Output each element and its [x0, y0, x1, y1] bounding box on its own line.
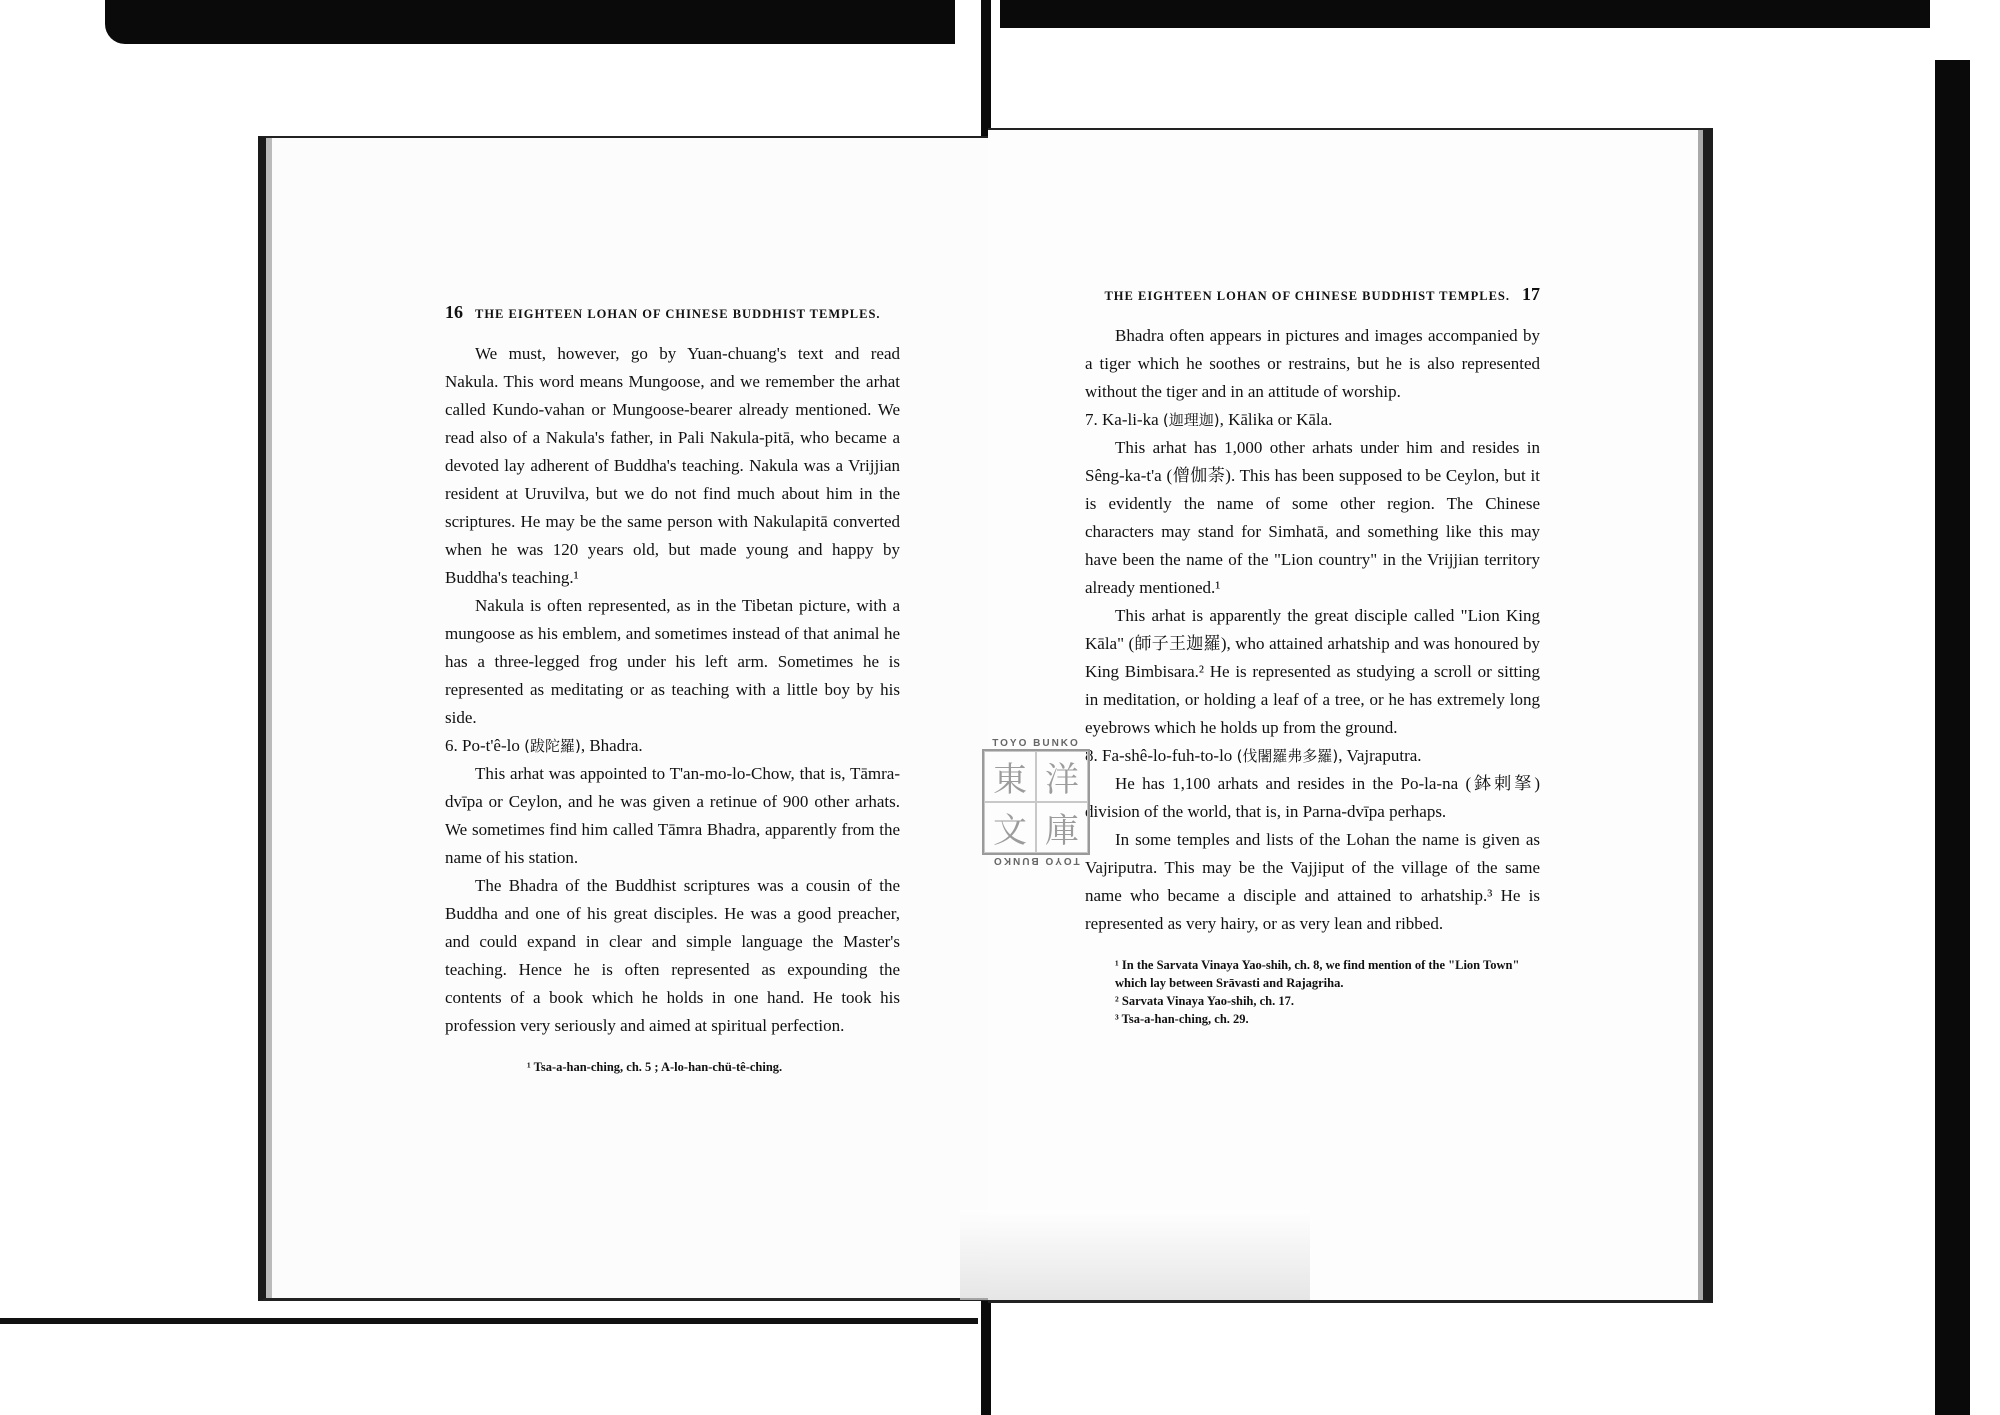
right-page [1085, 280, 1540, 1028]
section-8-title: 8. Fa-shê-lo-fuh-to-lo [1085, 746, 1233, 765]
left-footnote-1: ¹ Tsa-a-han-ching, ch. 5 ; A-lo-han-chü-tê-ching. [527, 1060, 783, 1074]
left-footnotes [445, 1058, 900, 1076]
library-stamp [977, 738, 1095, 866]
stamp-seal [982, 749, 1090, 855]
section-7-heading [1085, 406, 1540, 434]
section-8-paragraph-2: In some temples and lists of the Lohan the name is given as Vajriputra. This may be the Vajjiput of the village of the same name who became a disciple and attained to arhatship.³ He is represented as very hairy, or as very lean and ribbed. [1085, 830, 1540, 933]
stamp-char-1: 東 [984, 751, 1036, 802]
left-page [445, 298, 900, 1076]
section-7-sanskrit: , Kālika or Kāla. [1219, 410, 1333, 429]
stamp-char-4: 庫 [1036, 802, 1088, 853]
left-page-number: 16 [445, 302, 463, 322]
right-opening-paragraph: Bhadra often appears in pictures and images accompanied by a tiger which he soothes or restrains, but he is also represented without the tiger and in an attitude of worship. [1085, 326, 1540, 401]
left-paragraph-1: We must, however, go by Yuan-chuang's text and read Nakula. This word means Mungoose, and we remember the arhat called Kundo-vahan or Mungoose-bearer already mentioned. We read also of a Nakula's father, in Pali Nakula-pitā, who became a devoted lay adherent of Buddha's teaching. Nakula was a Vrijjian resident at Uruvilva, but we do not find much about him in the scriptures. He may be the same person with Nakulapitā converted when he was 120 years old, but made young and happy by Buddha's teaching.¹ [445, 344, 900, 587]
section-7-paragraph-1: This arhat has 1,000 other arhats under him and resides in Sêng-ka-t'a (僧伽荼). This has been supposed to be Ceylon, but it is evidently the name of some other region. The Chinese characters may stand for Simhatā, and something like this may have been the name of the "Lion country" in the Vrijjian territory already mentioned.¹ [1085, 438, 1540, 597]
page-shadow [960, 1210, 1310, 1300]
right-footnotes [1085, 956, 1540, 1028]
top-left-bar [105, 0, 955, 44]
top-right-bar [1000, 0, 1930, 28]
left-paragraph-2: Nakula is often represented, as in the Tibetan picture, with a mungoose as his emblem, and sometimes instead of that animal he has a three-legged frog under his left arm. Sometimes he is represented as meditating or as teaching with a little boy by his side. [445, 596, 900, 727]
stamp-char-3: 文 [984, 802, 1036, 853]
bottom-left-bar [0, 1318, 978, 1324]
section-6-title: 6. Po-t'ê-lo [445, 736, 520, 755]
section-8-chinese: (伐闍羅弗多羅) [1236, 747, 1339, 765]
section-8-paragraph-1: He has 1,100 arhats and resides in the Po-la-na (鉢剌拏) division of the world, that is, in Parna-dvīpa perhaps. [1085, 774, 1540, 821]
section-7-title: 7. Ka-li-ka [1085, 410, 1159, 429]
right-edge-bar [1935, 60, 1970, 1415]
right-footnote-3: ³ Tsa-a-han-ching, ch. 29. [1115, 1012, 1249, 1026]
stamp-label-bottom: TOYO BUNKO [992, 855, 1080, 866]
section-7-chinese: (迦理迦) [1162, 411, 1220, 429]
section-6-heading [445, 732, 900, 760]
stamp-label-top: TOYO BUNKO [992, 738, 1080, 749]
section-6-chinese: (跋陀羅) [524, 737, 581, 755]
left-running-head [445, 298, 900, 328]
section-8-heading [1085, 742, 1540, 770]
right-running-title: THE EIGHTEEN LOHAN OF CHINESE BUDDHIST TEMPLES. [1104, 289, 1510, 303]
section-6-paragraph-2: The Bhadra of the Buddhist scriptures was a cousin of the Buddha and one of his great disciples. He was a good preacher, and could expand in clear and simple language the Master's teaching. Hence he is often represented as expounding the contents of a book which he holds in one hand. He took his profession very seriously and aimed at spiritual perfection. [445, 876, 900, 1035]
section-6-paragraph-1: This arhat was appointed to T'an-mo-lo-Chow, that is, Tāmra-dvīpa or Ceylon, and he was given a retinue of 900 other arhats. We sometimes find him called Tāmra Bhadra, apparently from the name of his station. [445, 764, 900, 867]
left-running-title: THE EIGHTEEN LOHAN OF CHINESE BUDDHIST TEMPLES. [475, 307, 881, 321]
section-6-sanskrit: , Bhadra. [580, 736, 643, 755]
right-page-number: 17 [1522, 284, 1540, 304]
section-7-paragraph-2: This arhat is apparently the great disciple called "Lion King Kāla" (師子王迦羅), who attained arhatship and was honoured by King Bimbisara.² He is represented as studying a scroll or sitting in meditation, or holding a leaf of a tree, or he has extremely long eyebrows which he holds up from the ground. [1085, 606, 1540, 737]
right-footnote-2: ² Sarvata Vinaya Yao-shih, ch. 17. [1115, 994, 1295, 1008]
right-footnote-1: ¹ In the Sarvata Vinaya Yao-shih, ch. 8, we find mention of the "Lion Town" which lay between Srāvasti and Rajagriha. [1115, 958, 1520, 990]
section-8-sanskrit: , Vajraputra. [1338, 746, 1422, 765]
stamp-char-2: 洋 [1036, 751, 1088, 802]
right-running-head [1085, 280, 1540, 310]
